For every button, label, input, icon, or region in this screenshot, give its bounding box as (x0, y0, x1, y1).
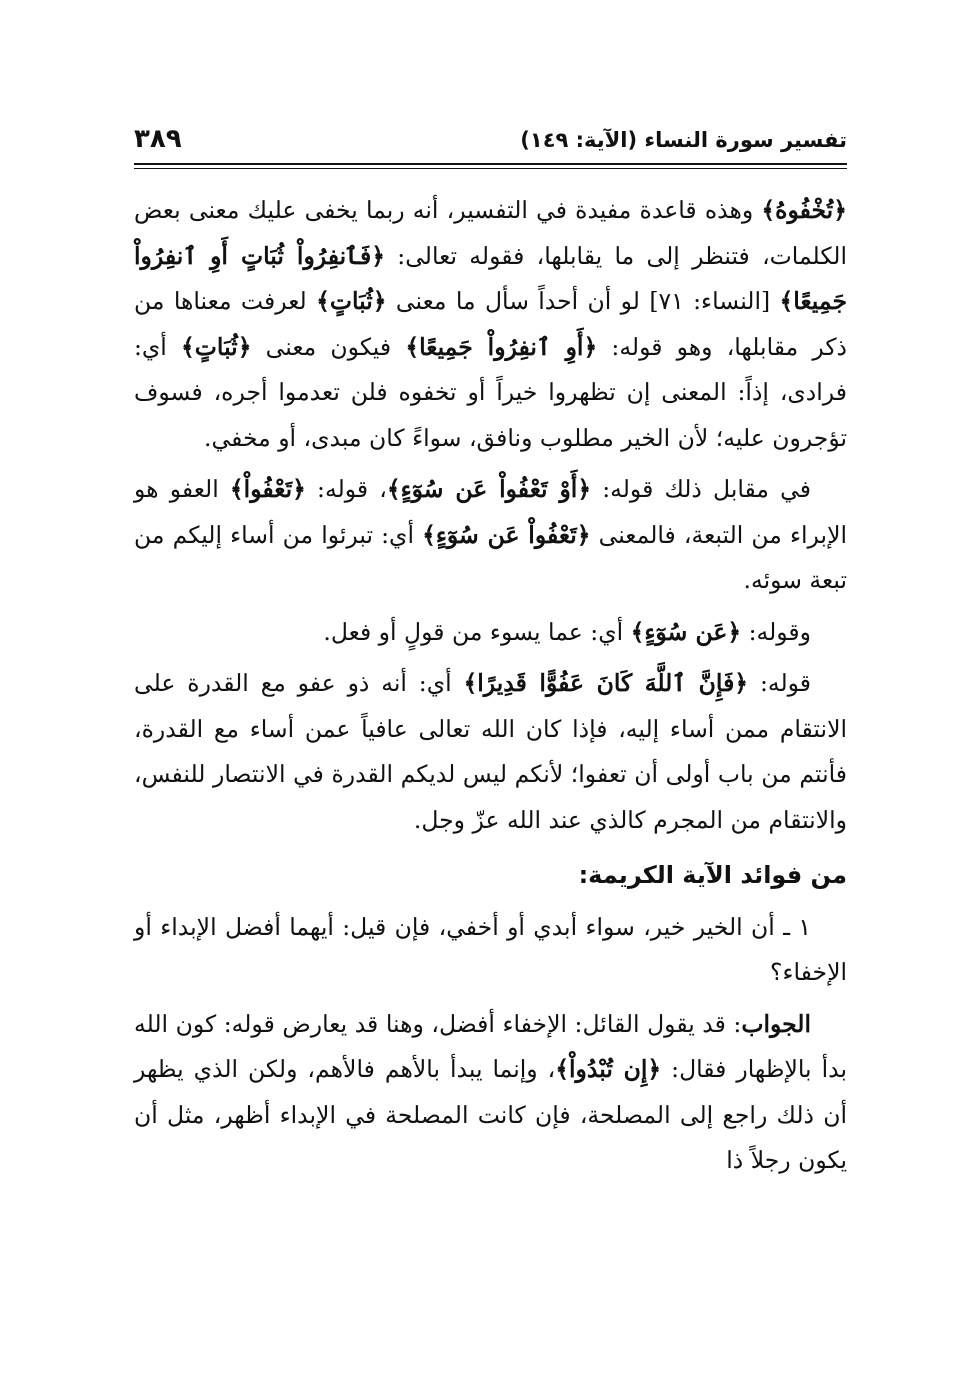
text-run: في مقابل ذلك قوله: (591, 475, 811, 503)
text-run: ١ ـ أن الخير خير، سواء أبدي أو أخفي، فإن قيل: أيهما أفضل الإبداء أو الإخفاء؟ (134, 912, 847, 986)
benefit-paragraph (134, 1002, 847, 1184)
quran-quote: ﴿تَعْفُواْ﴾ (229, 475, 306, 503)
page-body (134, 188, 847, 1184)
text-run: قوله: (748, 669, 811, 697)
paragraph (134, 661, 847, 843)
text-run: أي: فرادى، إذاً: المعنى إن تظهروا خيراً أو تخفوه فلن تعدموا أجره، فسوف تؤجرون عليه؛ لأن الخير مطلوب ونافق، سواءً كان مبدى، أو مخفي. (134, 332, 847, 452)
quran-quote: ﴿تُخْفُوهُ﴾ (761, 196, 847, 224)
paragraph (134, 610, 847, 656)
text-run: لعرفت معناها من ذكر مقابلها، وهو قوله: (134, 287, 848, 361)
paragraph (134, 467, 847, 604)
quran-quote: ﴿تَعْفُواْ عَن سُوٓءٍ﴾ (422, 520, 591, 549)
text-run: [النساء: ٧١] لو أن أحداً سأل ما معنى (386, 287, 780, 315)
text-run: فيكون معنى (251, 332, 406, 361)
commentary-paragraphs (134, 188, 847, 843)
text-run: وقوله: (741, 617, 811, 646)
answer-label: الجواب (741, 1009, 811, 1038)
text-run: العفو هو الإبراء من التبعة، فالمعنى (134, 475, 847, 549)
quran-quote: ﴿فَإِنَّ ٱللَّهَ كَانَ عَفُوًّا قَدِيرًا﴾ (463, 669, 749, 697)
benefit-paragraph (134, 905, 847, 996)
quran-quote: ﴿عَن سُوٓءٍ﴾ (630, 617, 742, 646)
quran-quote: ﴿أَوِ ٱنفِرُواْ جَمِيعًا﴾ (405, 332, 598, 361)
text-run: وهذه قاعدة مفيدة في التفسير، أنه ربما يخفى عليك معنى بعض الكلمات، فتنظر إلى ما يقابلها، فقوله تعالى: (134, 196, 847, 270)
header-title: تفسير سورة النساء (الآية: ١٤٩) (520, 128, 847, 152)
text-run: ، قوله: (305, 475, 387, 503)
running-header (134, 116, 847, 166)
header-rule-thick (134, 163, 847, 165)
section-heading: من فوائد الآية الكريمة: (578, 861, 847, 889)
text-run: أي: عما يسوء من قولٍ أو فعل. (323, 617, 631, 646)
quran-quote: ﴿ثُبَاتٍ﴾ (316, 287, 387, 315)
text-run: ، وإنما يبدأ بالأهم فالأهم، ولكن الذي يظهر أن ذلك راجع إلى المصلحة، فإن كانت المصلحة في الإبداء أظهر، مثل أن يكون رجلاً ذا (134, 1055, 847, 1174)
quran-quote: ﴿أَوْ تَعْفُواْ عَن سُوٓءٍ﴾ (386, 475, 592, 503)
header-rule-thin (134, 168, 847, 169)
quran-quote: ﴿ثُبَاتٍ﴾ (181, 332, 252, 361)
text-run: أي: أنه ذو عفو مع القدرة على الانتقام ممن أساء إليه، فإذا كان الله تعالى عافياً عمن أساء مع القدرة، فأنتم من باب أولى أن تعفوا؛ لأنكم ليس لديكم القدرة في الانتصار للنفس، والانتقام من المجرم كالذي عند الله عزّ وجل. (134, 669, 847, 834)
benefits-list (134, 905, 847, 1184)
page-number: ٣٨٩ (134, 124, 182, 154)
text-run: أي: تبرئوا من أساء إليكم من تبعة سوئه. (134, 520, 847, 594)
paragraph (134, 188, 847, 461)
text-run: : قد يقول القائل: الإخفاء أفضل، وهنا قد يعارض قوله: كون الله بدأ بالإظهار فقال: (134, 1009, 847, 1083)
quran-quote: ﴿فَٱنفِرُواْ ثُبَاتٍ أَوِ ٱنفِرُواْ جَمِيعًا﴾ (134, 241, 847, 315)
quran-quote: ﴿إِن تُبْدُواْ﴾ (555, 1055, 662, 1083)
